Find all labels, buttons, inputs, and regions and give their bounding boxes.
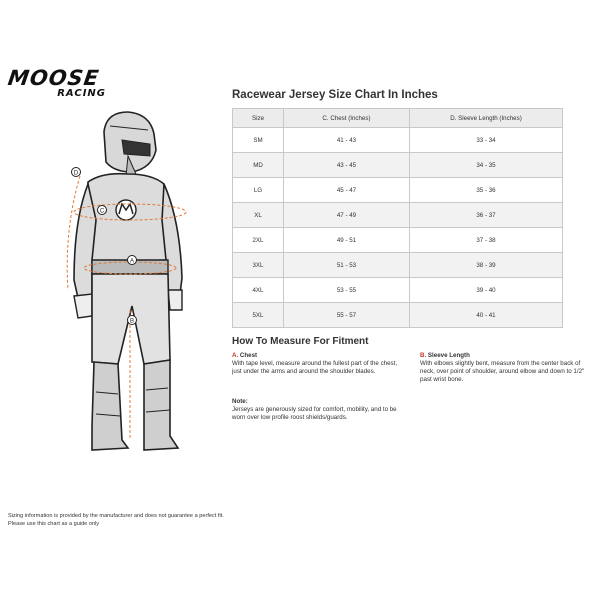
cell-chest: 45 - 47 (284, 178, 410, 203)
measure-section-title: How To Measure For Fitment (232, 336, 369, 347)
disclaimer (8, 513, 224, 528)
figure-label-d: D (73, 170, 79, 177)
table-row (233, 128, 563, 153)
cell-size: LG (233, 178, 284, 203)
figure-label-a: A (129, 258, 135, 265)
cell-sleeve: 37 - 38 (410, 228, 563, 253)
cell-sleeve: 39 - 40 (410, 278, 563, 303)
cell-sleeve: 38 - 39 (410, 253, 563, 278)
note-label: Note: (232, 398, 248, 405)
cell-size: XL (233, 203, 284, 228)
table-row (233, 228, 563, 253)
sleeve-letter: B. (420, 352, 427, 359)
chest-heading (232, 352, 402, 360)
cell-chest: 49 - 51 (284, 228, 410, 253)
cell-size: MD (233, 153, 284, 178)
cell-sleeve: 33 - 34 (410, 128, 563, 153)
cell-size: 3XL (233, 253, 284, 278)
table-header-row (233, 109, 563, 128)
cell-chest: 41 - 43 (284, 128, 410, 153)
cell-size: SM (233, 128, 284, 153)
table-row (233, 203, 563, 228)
table-row (233, 278, 563, 303)
cell-size: 5XL (233, 303, 284, 328)
cell-sleeve: 35 - 36 (410, 178, 563, 203)
cell-chest: 43 - 45 (284, 153, 410, 178)
size-chart-table (232, 108, 563, 328)
cell-size: 2XL (233, 228, 284, 253)
chest-letter: A. (232, 352, 239, 359)
cell-chest: 55 - 57 (284, 303, 410, 328)
note-block (232, 398, 407, 422)
rider-measurement-illustration (52, 110, 204, 470)
table-row (233, 178, 563, 203)
cell-chest: 53 - 55 (284, 278, 410, 303)
cell-sleeve: 40 - 41 (410, 303, 563, 328)
cell-chest: 47 - 49 (284, 203, 410, 228)
chest-instructions (232, 352, 402, 376)
cell-chest: 51 - 53 (284, 253, 410, 278)
note-text: Jerseys are generously sized for comfort, mobility, and to be worn over low profile roost shields/guards. (232, 406, 397, 421)
sleeve-heading (420, 352, 592, 360)
disclaimer-line-1: Sizing information is provided by the manufacturer and does not guarantee a perfect fit. (8, 513, 224, 519)
chest-label: Chest (239, 352, 258, 359)
table-row (233, 303, 563, 328)
sleeve-label: Sleeve Length (427, 352, 470, 359)
figure-label-c: C (99, 208, 105, 215)
header-chest: C. Chest (Inches) (284, 109, 410, 128)
size-chart-title: Racewear Jersey Size Chart In Inches (232, 89, 438, 101)
figure-label-b: B (129, 318, 135, 325)
logo-brand-text: MOOSE (6, 66, 101, 90)
table-row (233, 253, 563, 278)
sleeve-text: With elbows slightly bent, measure from the center back of neck, over point of shoulder, around elbow and down to 1/2" past wrist bone. (420, 360, 585, 383)
header-size: Size (233, 109, 284, 128)
cell-sleeve: 34 - 35 (410, 153, 563, 178)
disclaimer-line-2: Please use this chart as a guide only (8, 520, 100, 527)
header-sleeve: D. Sleeve Length (Inches) (410, 109, 563, 128)
moose-racing-logo (8, 68, 116, 108)
chest-text: With tape level, measure around the fullest part of the chest, just under the arms and around the shoulder blades. (232, 360, 398, 375)
sleeve-instructions (420, 352, 592, 384)
cell-size: 4XL (233, 278, 284, 303)
logo-sub-text: RACING (57, 88, 106, 99)
cell-sleeve: 36 - 37 (410, 203, 563, 228)
table-row (233, 153, 563, 178)
